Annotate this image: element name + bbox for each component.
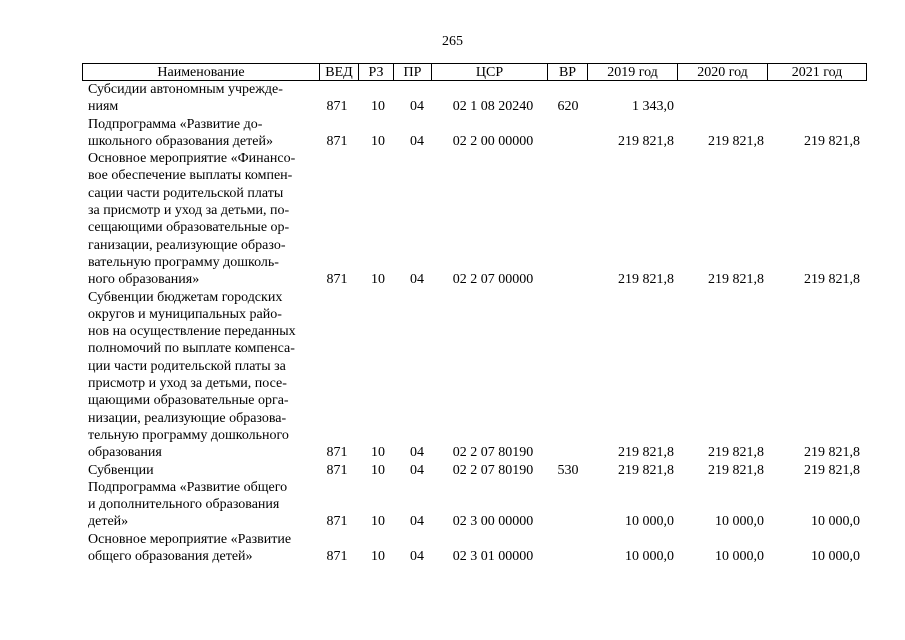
cell-y2020: 10 000,0 [715, 549, 764, 565]
cell-y2021: 219 821,8 [804, 272, 860, 288]
table-header [82, 63, 867, 81]
table-row [0, 81, 905, 116]
row-name-line: Подпрограмма «Развитие общего [88, 479, 288, 495]
row-name-line: щающими образовательные орга- [88, 393, 289, 409]
cell-rz: 10 [371, 272, 385, 288]
cell-ved: 871 [326, 99, 348, 115]
header-2019: 2019 год [587, 64, 677, 80]
row-name-line: общего образования детей» [88, 549, 253, 565]
cell-rz: 10 [371, 133, 385, 149]
cell-rz: 10 [371, 549, 385, 565]
row-name-line: ного образования» [88, 272, 200, 288]
cell-csr: 02 2 07 80190 [452, 462, 534, 478]
row-name-line: низации, реализующие образова- [88, 410, 287, 426]
cell-csr: 02 3 01 00000 [452, 549, 534, 565]
row-name-line: Подпрограмма «Развитие до- [88, 116, 263, 132]
table-row [0, 150, 905, 288]
row-name-line: ганизации, реализующие образо- [88, 237, 286, 253]
cell-ved: 871 [326, 549, 348, 565]
row-name-line: ции части родительской платы за [88, 358, 286, 374]
table-row [0, 531, 905, 566]
row-name-line: Субсидии автономным учрежде- [88, 82, 283, 97]
row-name-line: полномочий по выплате компенса- [88, 341, 295, 357]
cell-ved: 871 [326, 462, 348, 478]
header-rz: РЗ [358, 64, 393, 80]
cell-ved: 871 [326, 445, 348, 461]
cell-vr: 530 [557, 462, 579, 478]
table-row [0, 479, 905, 531]
row-name-line: нов на осуществление переданных [88, 324, 296, 340]
row-name-line: и дополнительного образования [88, 497, 280, 513]
table-row [0, 116, 905, 151]
cell-y2019: 219 821,8 [618, 272, 674, 288]
cell-pr: 04 [410, 514, 424, 530]
cell-rz: 10 [371, 462, 385, 478]
cell-ved: 871 [326, 272, 348, 288]
cell-y2020: 219 821,8 [708, 133, 764, 149]
row-name-line: Субвенции бюджетам городских [88, 289, 283, 305]
row-name-line: школьного образования детей» [88, 133, 273, 149]
cell-pr: 04 [410, 549, 424, 565]
header-name: Наименование [157, 65, 245, 80]
row-name-line: сации части родительской платы [88, 185, 284, 201]
cell-csr: 02 2 07 80190 [452, 445, 534, 461]
header-vr: ВР [547, 64, 587, 80]
cell-pr: 04 [410, 272, 424, 288]
cell-pr: 04 [410, 462, 424, 478]
cell-rz: 10 [371, 445, 385, 461]
cell-y2021: 219 821,8 [804, 133, 860, 149]
header-2020: 2020 год [677, 64, 767, 80]
header-ved: ВЕД [319, 64, 358, 80]
cell-pr: 04 [410, 445, 424, 461]
cell-rz: 10 [371, 99, 385, 115]
cell-y2019: 1 343,0 [632, 99, 674, 115]
cell-csr: 02 2 07 00000 [452, 272, 534, 288]
row-name-line: тельную программу дошкольного [88, 427, 289, 443]
cell-y2021: 219 821,8 [804, 445, 860, 461]
row-name-line: детей» [88, 514, 129, 530]
row-name-line: присмотр и уход за детьми, посе- [88, 376, 287, 392]
row-name-line: за присмотр и уход за детьми, по- [88, 203, 290, 219]
cell-csr: 02 1 08 20240 [452, 99, 534, 115]
cell-csr: 02 2 00 00000 [452, 133, 534, 149]
row-name-line: вательную программу дошколь- [88, 254, 279, 270]
cell-y2020: 219 821,8 [708, 272, 764, 288]
cell-vr: 620 [557, 99, 579, 115]
row-name-line: Основное мероприятие «Финансо- [88, 151, 296, 167]
row-name-line: вое обеспечение выплаты компен- [88, 168, 293, 184]
cell-y2019: 219 821,8 [618, 133, 674, 149]
cell-y2019: 219 821,8 [618, 445, 674, 461]
cell-y2021: 10 000,0 [811, 549, 860, 565]
cell-rz: 10 [371, 514, 385, 530]
cell-csr: 02 3 00 00000 [452, 514, 534, 530]
cell-pr: 04 [410, 99, 424, 115]
header-2021: 2021 год [767, 64, 866, 80]
cell-y2019: 219 821,8 [618, 462, 674, 478]
cell-ved: 871 [326, 514, 348, 530]
table-row [0, 462, 905, 479]
cell-y2020: 219 821,8 [708, 462, 764, 478]
cell-y2019: 10 000,0 [625, 514, 674, 530]
row-name-line: Субвенции [88, 462, 154, 478]
row-name-line: Основное мероприятие «Развитие [88, 531, 292, 547]
cell-pr: 04 [410, 133, 424, 149]
header-csr: ЦСР [431, 64, 547, 80]
cell-ved: 871 [326, 133, 348, 149]
cell-y2021: 219 821,8 [804, 462, 860, 478]
header-pr: ПР [393, 64, 431, 80]
row-name-line: округов и муниципальных райо- [88, 306, 282, 322]
page-number: 265 [442, 34, 463, 49]
cell-y2021: 10 000,0 [811, 514, 860, 530]
cell-y2019: 10 000,0 [625, 549, 674, 565]
cell-y2020: 219 821,8 [708, 445, 764, 461]
row-name-line: ниям [88, 99, 119, 115]
table-row [0, 289, 905, 462]
row-name-line: образования [88, 445, 162, 461]
row-name-line: сещающими образовательные ор- [88, 220, 290, 236]
cell-y2020: 10 000,0 [715, 514, 764, 530]
